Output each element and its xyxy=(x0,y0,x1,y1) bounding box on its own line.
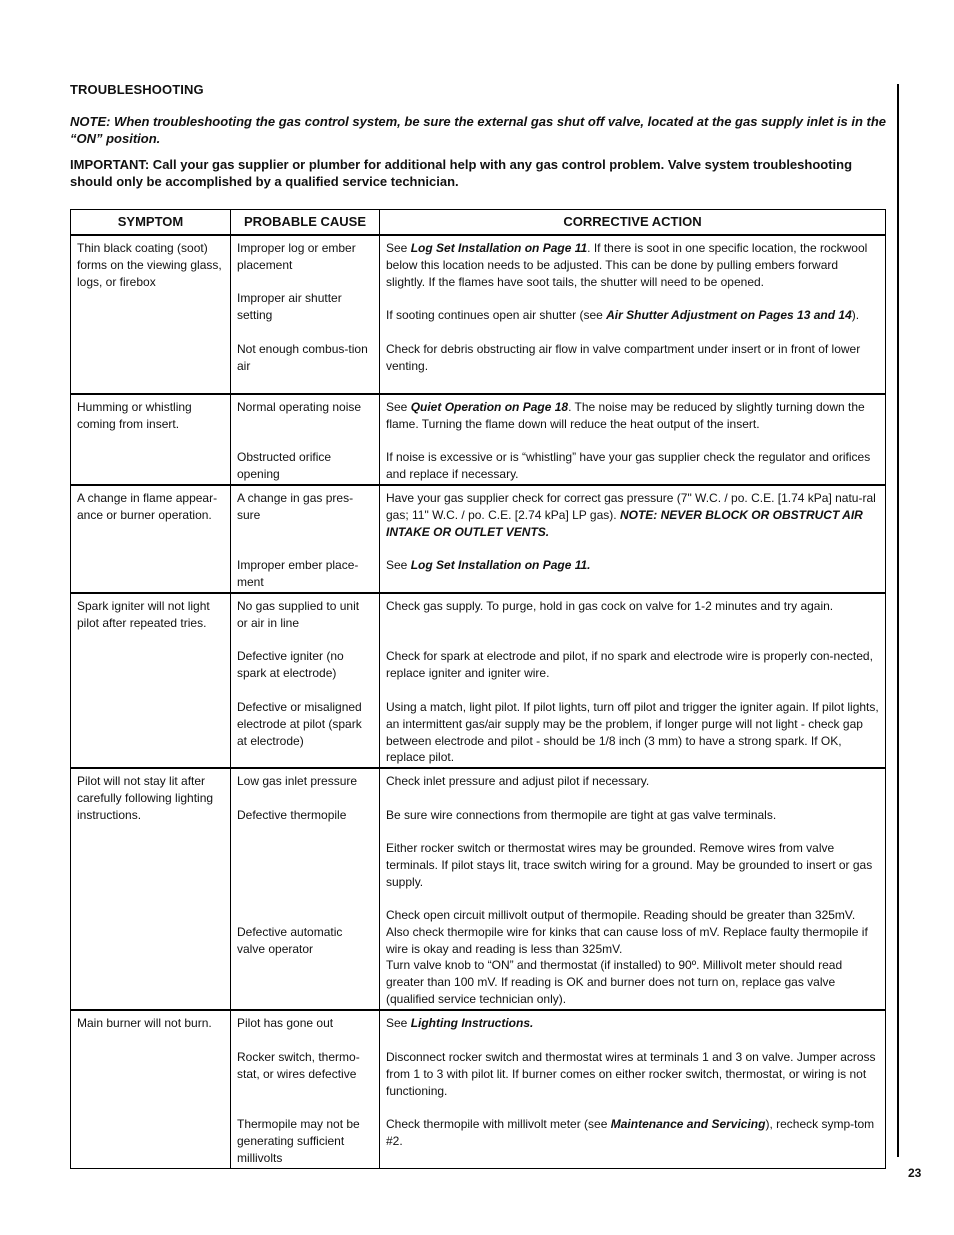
cause-text: Defective igniter (no spark at electrode) xyxy=(237,649,344,680)
page-number: 23 xyxy=(908,1166,922,1180)
cross-reference: Maintenance and Servicing xyxy=(610,1117,766,1131)
action-text: Using a match, light pilot. If pilot lights, turn off pilot and trigger the igniter again. If pilot lights, an intermittent gas/air supply may be the problem, if longer purge will not light - check gap between electrode and pilot - should be 1/8 inch (3 mm) to have a strong spark. If OK, replace pilot. xyxy=(386,700,879,765)
action-cell xyxy=(380,394,886,485)
troubleshooting-table xyxy=(70,209,886,1169)
action-text: See Lighting Instructions. xyxy=(386,1016,534,1030)
cause-text: Improper air shutter setting xyxy=(237,291,342,322)
symptom-text: Thin black coating (soot) forms on the viewing glass, logs, or firebox xyxy=(77,241,222,289)
action-text: Either rocker switch or thermostat wires may be grounded. Remove wires from valve terminals. If pilot stays lit, trace switch wiring for a ground. May be grounded to insert or gas supply. xyxy=(386,841,873,889)
table-row xyxy=(71,768,886,1010)
table-header-row xyxy=(71,210,886,236)
cause-cell xyxy=(231,768,380,1010)
action-text: See Log Set Installation on Page 11. xyxy=(386,558,591,572)
header-corrective-action: CORRECTIVE ACTION xyxy=(380,210,886,236)
symptom-cell xyxy=(71,1010,231,1168)
header-probable-cause: PROBABLE CAUSE xyxy=(231,210,380,236)
action-text: Disconnect rocker switch and thermostat wires at terminals 1 and 3 on valve. Jumper across from 1 to 3 with pilot lit. If burner comes on either rocker switch, thermostat, or wiring is not functioning. xyxy=(386,1050,876,1098)
cause-text: Pilot has gone out xyxy=(237,1016,334,1030)
cause-text: Improper log or ember placement xyxy=(237,241,356,272)
action-text: Check for debris obstructing air flow in valve compartment under insert or in front of lower venting. xyxy=(386,342,861,373)
symptom-cell xyxy=(71,485,231,593)
cross-reference: NOTE: NEVER BLOCK OR OBSTRUCT AIR INTAKE OR OUTLET VENTS. xyxy=(386,507,863,539)
action-text: Check open circuit millivolt output of thermopile. Reading should be greater than 325mV. Also check thermopile wire for kinks that can cause loss of mV. Replace faulty thermopile if wire is okay and reading is less than 325mV. xyxy=(386,908,868,956)
table-row xyxy=(71,1010,886,1168)
cause-text: Thermopile may not be generating sufficient millivolts xyxy=(237,1117,360,1165)
action-text: Check gas supply. To purge, hold in gas cock on valve for 1-2 minutes and try again. xyxy=(386,599,834,613)
action-text: See Quiet Operation on Page 18. The noise may be reduced by slightly turning down the flame. Turning the flame down will reduce the heat output of the insert. xyxy=(386,400,865,431)
cause-text: Defective or misaligned electrode at pilot (spark at electrode) xyxy=(237,700,362,748)
cause-text: Defective automatic valve operator xyxy=(237,925,343,956)
cross-reference: Air Shutter Adjustment on Pages 13 and 14 xyxy=(606,308,852,322)
table-row xyxy=(71,394,886,485)
action-text: Check for spark at electrode and pilot, if no spark and electrode wire is properly con-nected, replace igniter and igniter wire. xyxy=(386,649,873,680)
symptom-cell xyxy=(71,235,231,394)
cause-cell xyxy=(231,394,380,485)
cause-cell xyxy=(231,485,380,593)
cause-text: Defective thermopile xyxy=(237,808,347,822)
cross-reference: Log Set Installation on Page 11 xyxy=(410,241,588,255)
cross-reference: Quiet Operation on Page 18 xyxy=(410,400,569,414)
cause-cell xyxy=(231,1010,380,1168)
action-cell xyxy=(380,485,886,593)
cross-reference: Lighting Instructions. xyxy=(410,1016,534,1030)
symptom-cell xyxy=(71,593,231,768)
cause-text: Rocker switch, thermo-stat, or wires defective xyxy=(237,1050,360,1081)
symptom-cell xyxy=(71,768,231,1010)
action-cell xyxy=(380,768,886,1010)
table-row xyxy=(71,485,886,593)
cause-text: A change in gas pres-sure xyxy=(237,491,354,522)
cause-text: Low gas inlet pressure xyxy=(237,774,358,788)
symptom-text: Spark igniter will not light pilot after repeated tries. xyxy=(77,599,210,630)
cross-reference: Log Set Installation on Page 11. xyxy=(410,558,591,572)
cause-cell xyxy=(231,235,380,394)
action-text: Be sure wire connections from thermopile are tight at gas valve terminals. xyxy=(386,808,777,822)
cause-text: Obstructed orifice opening xyxy=(237,450,332,481)
symptom-cell xyxy=(71,394,231,485)
symptom-text: Humming or whistling coming from insert. xyxy=(77,400,192,431)
cause-cell xyxy=(231,593,380,768)
table-row xyxy=(71,235,886,394)
table-row xyxy=(71,593,886,768)
action-text: See Log Set Installation on Page 11. If there is soot in one specific location, the rockwool below this location needs to be adjusted. This can be done by pulling embers forward slightly. If the flames have soot tails, the shutter will need to be opened. xyxy=(386,241,868,289)
action-text: Have your gas supplier check for correct gas pressure (7" W.C. / po. C.E. [1.74 kPa] natu-ral gas; 11" W.C. / po. C.E. [2.74 kPa] LP gas). NOTE: NEVER BLOCK OR OBSTRUCT AIR INTAKE OR OUTLET VENTS. xyxy=(386,491,876,539)
action-cell xyxy=(380,593,886,768)
symptom-text: A change in flame appear-ance or burner operation. xyxy=(77,491,218,522)
section-title: TROUBLESHOOTING xyxy=(70,82,204,97)
cause-text: Improper ember place-ment xyxy=(237,558,359,589)
important-paragraph: IMPORTANT: Call your gas supplier or plumber for additional help with any gas control problem. Valve system troubleshooting should only be accomplished by a qualified service technician. xyxy=(70,157,853,189)
action-text: If noise is excessive or is “whistling” have your gas supplier check the regulator and orifices and replace if necessary. xyxy=(386,450,871,481)
symptom-text: Main burner will not burn. xyxy=(77,1016,212,1030)
margin-rule xyxy=(897,84,899,1157)
action-text: Check inlet pressure and adjust pilot if necessary. xyxy=(386,774,650,788)
action-text: Check thermopile with millivolt meter (see Maintenance and Servicing), recheck symp-tom #2. xyxy=(386,1117,875,1148)
cause-text: Normal operating noise xyxy=(237,400,362,414)
cause-text: Not enough combus-tion air xyxy=(237,342,368,373)
header-symptom: SYMPTOM xyxy=(71,210,231,236)
action-text: If sooting continues open air shutter (see Air Shutter Adjustment on Pages 13 and 14). xyxy=(386,308,860,322)
cause-text: No gas supplied to unit or air in line xyxy=(237,599,360,630)
note-paragraph: NOTE: When troubleshooting the gas control system, be sure the external gas shut off valve, located at the gas supply inlet is in the “ON” position. xyxy=(70,114,887,146)
action-cell xyxy=(380,1010,886,1168)
symptom-text: Pilot will not stay lit after carefully following lighting instructions. xyxy=(77,774,214,822)
action-text: Turn valve knob to “ON” and thermostat (if installed) to 90º. Millivolt meter should read greater than 100 mV. If reading is OK and burner does not turn on, replace gas valve (qualified service technician only). xyxy=(386,958,843,1006)
action-cell xyxy=(380,235,886,394)
